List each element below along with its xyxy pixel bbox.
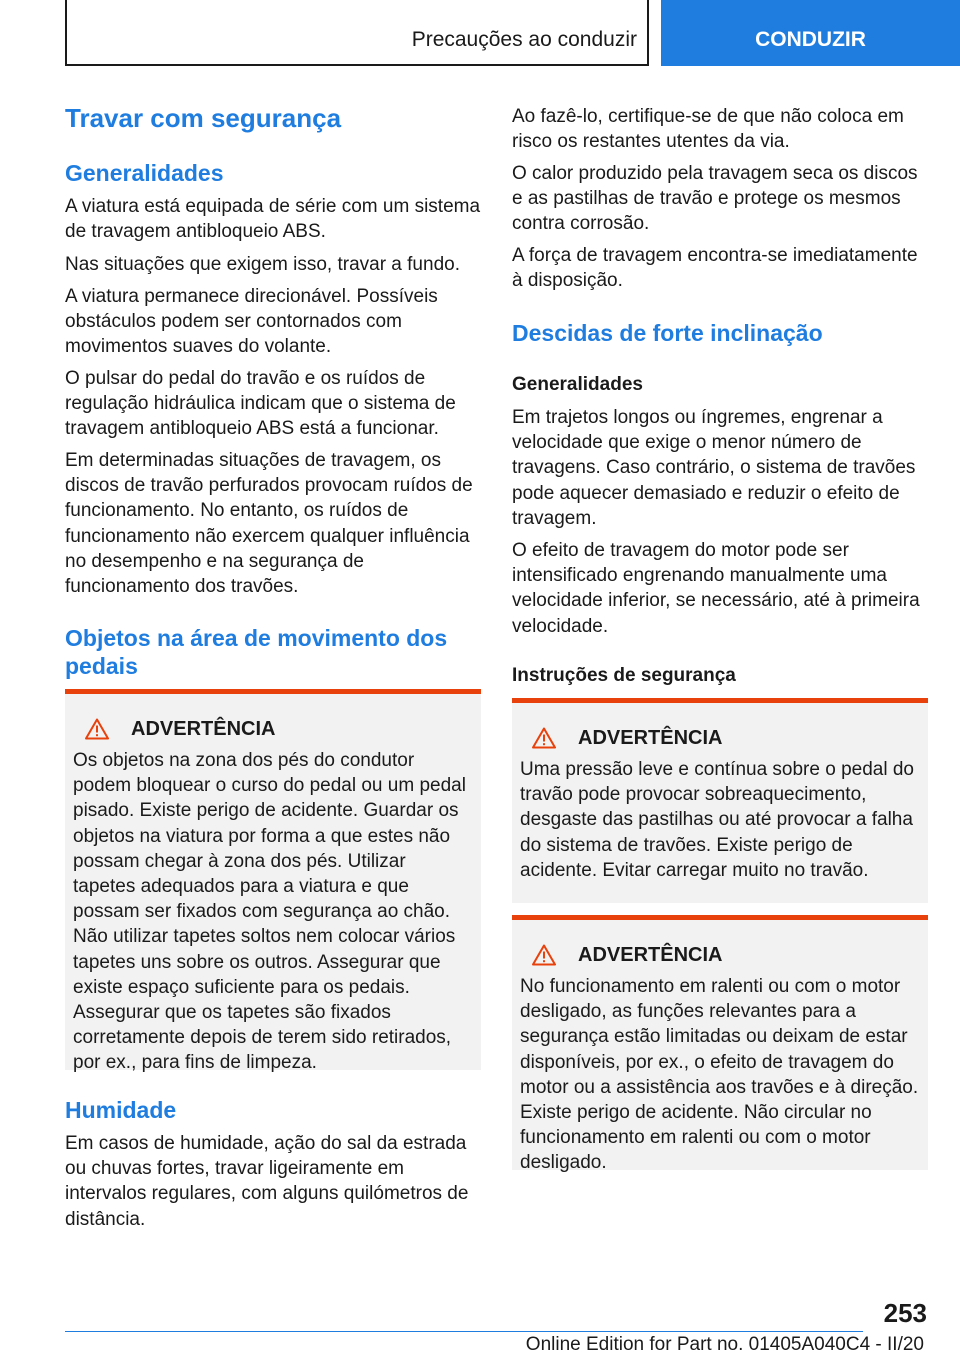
warning-triangle-icon (532, 944, 556, 966)
warning-text: No funcionamento em ralenti ou com o motor desligado, as funções relevantes para a segurança estão limitadas ou deixam de estar disponíveis, por ex., o efeito de travagem do motor ou a assistência aos travões e à direção. Existe perigo de acidente. Não circular no funcionamento em ralenti ou com o motor desligado. (520, 976, 919, 1174)
safety-heading: Instruções de segurança (512, 665, 736, 686)
humidity-paragraph-2: Ao fazê-lo, certifique-se de que não coloca em risco os restantes utentes da via. (512, 106, 904, 153)
warning-text: Os objetos na zona dos pés do condutor podem bloquear o curso do pedal ou um pedal pisado. Existe perigo de acidente. Guardar os objetos na viatura por forma a que estes não possam chegar à zona dos pés. Utilizar tapetes adequados para a viatura e que possam ser fixados com segurança ao chão. Não utilizar tapetes soltos nem colocar vários tapetes uns sobre os outros. Assegurar que existe espaço suficiente para os pedais. Assegurar que os tapetes são fixados corretamente depois de terem sido retirados, por ex., para fins de limpeza. (73, 750, 466, 1074)
page-header (0, 0, 960, 66)
general-paragraph-3: A viatura permanece direcionável. Possíveis obstáculos podem ser contornados com movimentos suaves do volante. (65, 286, 438, 358)
descents-paragraph-1: Em trajetos longos ou íngremes, engrenar a velocidade que exige o menor número de travagens. Caso contrário, o sistema de travões pode aquecer demasiado e reduzir o efeito de travagem. (512, 407, 916, 529)
footer-divider (65, 1331, 863, 1332)
brake-warning-box (512, 698, 928, 903)
page-number: 253 (883, 1298, 927, 1328)
pedals-heading: Objetos na área de movimento dos pedais (65, 625, 448, 679)
humidity-paragraph-4: A força de travagem encontra-se imediatamente à disposição. (512, 245, 918, 292)
descents-paragraph-2: O efeito de travagem do motor pode ser intensificado engrenando manualmente uma velocidade inferior, se necessário, até à primeira velocidade. (512, 540, 920, 637)
humidity-heading: Humidade (65, 1097, 177, 1123)
warning-text: Uma pressão leve e contínua sobre o pedal do travão pode provocar sobreaquecimento, desgaste das pastilhas ou até provocar a falha do sistema de travões. Existe perigo de acidente. Evitar carregar muito no travão. (520, 759, 914, 881)
warning-title: ADVERTÊNCIA (131, 718, 276, 740)
humidity-paragraph-3: O calor produzido pela travagem seca os discos e as pastilhas de travão e protege os mesmos contra corrosão. (512, 163, 918, 235)
humidity-paragraph-1: Em casos de humidade, ação do sal da estrada ou chuvas fortes, travar ligeiramente em intervalos regulares, com alguns quilómetros de distância. (65, 1133, 469, 1230)
chapter-tab[interactable]: CONDUZIR (661, 0, 960, 66)
descents-general-heading: Generalidades (512, 374, 643, 395)
general-heading: Generalidades (65, 160, 224, 186)
edition-note: Online Edition for Part no. 01405A040C4 - II/20 (525, 1334, 924, 1355)
warning-title: ADVERTÊNCIA (578, 944, 723, 966)
general-paragraph-5: Em determinadas situações de travagem, os discos de travão perfurados provocam ruídos de funcionamento. No entanto, os ruídos de funcionamento não exercem qualquer influência no desempenho e na segurança de funcionamento dos travões. (65, 450, 473, 598)
general-paragraph-2: Nas situações que exigem isso, travar a fundo. (65, 254, 460, 275)
warning-title: ADVERTÊNCIA (578, 727, 723, 749)
descents-heading: Descidas de forte inclinação (512, 320, 823, 346)
warning-title-row (73, 716, 473, 742)
pedals-warning-box (65, 689, 481, 1074)
warning-triangle-icon (532, 727, 556, 749)
general-paragraph-1: A viatura está equipada de série com um sistema de travagem antibloqueio ABS. (65, 196, 481, 243)
warning-title-row (520, 942, 920, 968)
warning-triangle-icon (85, 718, 109, 740)
section-title: Precauções ao conduzir (411, 28, 637, 51)
warning-title-row (520, 725, 920, 751)
general-paragraph-4: O pulsar do pedal do travão e os ruídos de regulação hidráulica indicam que o sistema de travagem antibloqueio ABS está a funcionar. (65, 368, 456, 440)
idle-warning-box (512, 915, 928, 1174)
page-title: Travar com segurança (65, 103, 342, 133)
